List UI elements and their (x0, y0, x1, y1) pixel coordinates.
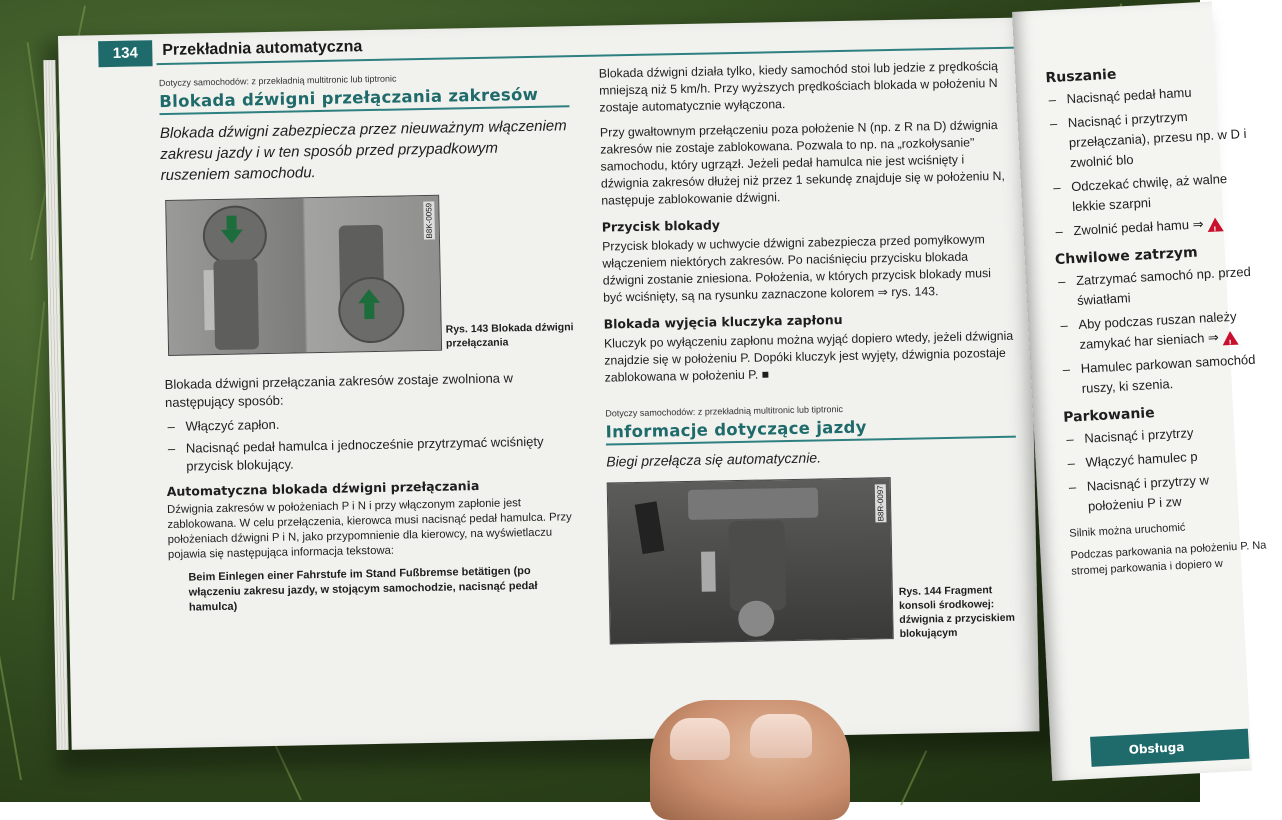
engine-note: Silnik można uruchomić (1069, 521, 1186, 540)
ruszanie-list (1046, 80, 1254, 242)
list-item (1058, 306, 1260, 356)
mmi-knob (738, 600, 775, 637)
list-item-text: Zwolnić pedał hamu ⇒ (1073, 216, 1204, 239)
list-item-text: Aby podczas ruszan należy zamykać har sieniach ⇒ (1078, 308, 1237, 352)
parkowanie-list (1064, 419, 1268, 517)
right-page (1012, 2, 1267, 781)
shift-lever-image (165, 194, 442, 355)
thumb (650, 700, 850, 820)
figure-2-caption: Rys. 144 Fragment konsoli środkowej: dźwignia z przyciskiem blokującym (898, 583, 1015, 640)
lever-boot (213, 259, 259, 350)
right-column (1045, 60, 1271, 580)
gear-indicator (204, 270, 215, 330)
release-steps (165, 410, 576, 476)
auto-block-title: Automatyczna blokada dźwigni przełączania (166, 477, 480, 499)
pedal (635, 501, 665, 554)
release-intro: Blokada dźwigni przełączania zakresów zostaje zwolniona w następujący sposób: (164, 369, 514, 410)
middle-column (599, 58, 1020, 652)
chapter-title: Przekładnia automatyczna (162, 38, 363, 59)
shift-lever (728, 520, 786, 611)
section-2-title: Informacje dotyczące jazdy (605, 417, 867, 442)
warning-icon (1222, 330, 1239, 345)
list-item: – Nacisnąć i przytrzym przełączania), przesu np. w D i zwolnić blo (1047, 104, 1250, 174)
lock-button-title: Przycisk blokady (601, 217, 721, 235)
arrow-up-icon (358, 288, 381, 318)
key-lock-body: Kluczyk po wyłączeniu zapłonu można wyjąć dopiero wtedy, jeżeli dźwignia znajdzie się w położeniu P. Dopóki kluczyk jest wyjęty, dźwignia pozostaje zablokowana w położeniu P. ■ (603, 328, 1014, 385)
section-tab: Obsługa (1090, 729, 1249, 767)
applies-to-note-2: Dotyczy samochodów: z przekładnią multitronic lub tiptronic (605, 404, 844, 419)
figure-143 (161, 192, 574, 368)
lock-button-body: Przycisk blokady w uchwycie dźwigni zabezpiecza przed pomyłkowym włączeniem niektórych zakresów. Po naciśnięciu przycisku blokada dźwigni zostanie zniesiona. Położenia, w których przycisk blokady musi być wciśnięty, są na rysunku zaznaczone kolorem ⇒ rys. 143. (602, 232, 992, 305)
list-item: – Hamulec parkowan samochód ruszy, ki szenia. (1060, 349, 1262, 399)
list-item: – Włączyć hamulec p (1065, 443, 1266, 473)
list-item: – Odczekać chwilę, aż walne lekkie szarpni (1051, 168, 1253, 218)
paragraph-2: Przy gwałtownym przełączeniu poza położenie N (np. z R na D) dźwignia zakresów nie zostaje zablokowana. Pozwala to np. na „rozkołysanie" samochodu, który ugrzązł. Jeżeli pedał hamulca nie jest wciśnięty i dźwignia zakresów dłużej niż przez 1 sekundę znajduje się w położeniu N, następuje zablokowanie dźwigni. (599, 117, 1005, 208)
gear-indicator-2 (701, 551, 716, 591)
section-title: Blokada dźwigni przełączania zakresów (159, 84, 539, 112)
section-lead: Blokada dźwigni zabezpiecza przez nieuważnym włączeniem zakresu jazdy i w ten sposób przed przypadkowym ruszeniem samochodu. (159, 116, 567, 184)
ruszanie-title: Ruszanie (1045, 66, 1117, 87)
thumbnail-left (670, 718, 730, 760)
figure-2-code: B8R-0097 (875, 484, 886, 521)
warning-icon (1207, 217, 1224, 232)
left-column (159, 70, 579, 615)
key-lock-title: Blokada wyjęcia kluczyka zapłonu (603, 311, 843, 332)
parking-note: Podczas parkowania na położeniu P. Na stromej parkowania i dopiero w (1070, 539, 1267, 578)
list-item: – Nacisnąć i przytrzy w położeniu P i zw (1066, 467, 1268, 517)
section-2-lead: Biegi przełącza się automatycznie. (606, 448, 822, 470)
climate-panel (688, 487, 819, 519)
list-item: – Zatrzymać samochó np. przed światłami (1056, 262, 1258, 312)
applies-to-note: Dotyczy samochodów: z przekładnią multitronic lub tiptronic (158, 73, 397, 89)
thumbnail-right (750, 714, 812, 758)
parkowanie-title: Parkowanie (1062, 405, 1156, 426)
left-page (58, 17, 1040, 749)
chwilowe-title: Chwilowe zatrzym (1054, 244, 1199, 269)
page-number: 134 (98, 40, 152, 67)
center-console-image (607, 477, 894, 644)
figure-144 (607, 474, 1020, 652)
arrow-down-icon (220, 215, 243, 243)
chwilowe-list (1056, 262, 1262, 400)
figure-code: B8K-0059 (424, 202, 434, 239)
list-item: – Nacisnąć i przytrzy (1064, 419, 1265, 449)
list-item: – Nacisnąć pedał hamu (1046, 80, 1247, 110)
auto-block-body: Dźwignia zakresów w położeniach P i N i przy włączonym zapłonie jest zablokowana. W celu przełączenia, kierowca musi nacisnąć pedał hamulca. Przy położeniach dźwigni P i N, jako przypomnienie dla kierowcy, na wyświetlaczu pojawia się następująca informacja tekstowa: (166, 496, 572, 561)
figure-caption: Rys. 143 Blokada dźwigni przełączania (445, 320, 574, 350)
paragraph-1: Blokada dźwigni działa tylko, kiedy samochód stoi lub jedzie z prędkością mniejszą niż 5 km/h. Przy wyższych prędkościach blokada w położeniu N zostaje automatycznie wyłączona. (598, 58, 999, 115)
display-message: Beim Einlegen einer Fahrstufe im Stand Fußbremse betätigen (po włączeniu zakresu jazdy, w stojącym samochodzie, nacisnąć pedał hamulca) (188, 564, 538, 614)
list-item: – Nacisnąć pedał hamulca i jednocześnie przytrzymać wciśnięty przycisk blokujący. (166, 432, 577, 476)
list-item: – Włączyć zapłon. (165, 410, 575, 436)
